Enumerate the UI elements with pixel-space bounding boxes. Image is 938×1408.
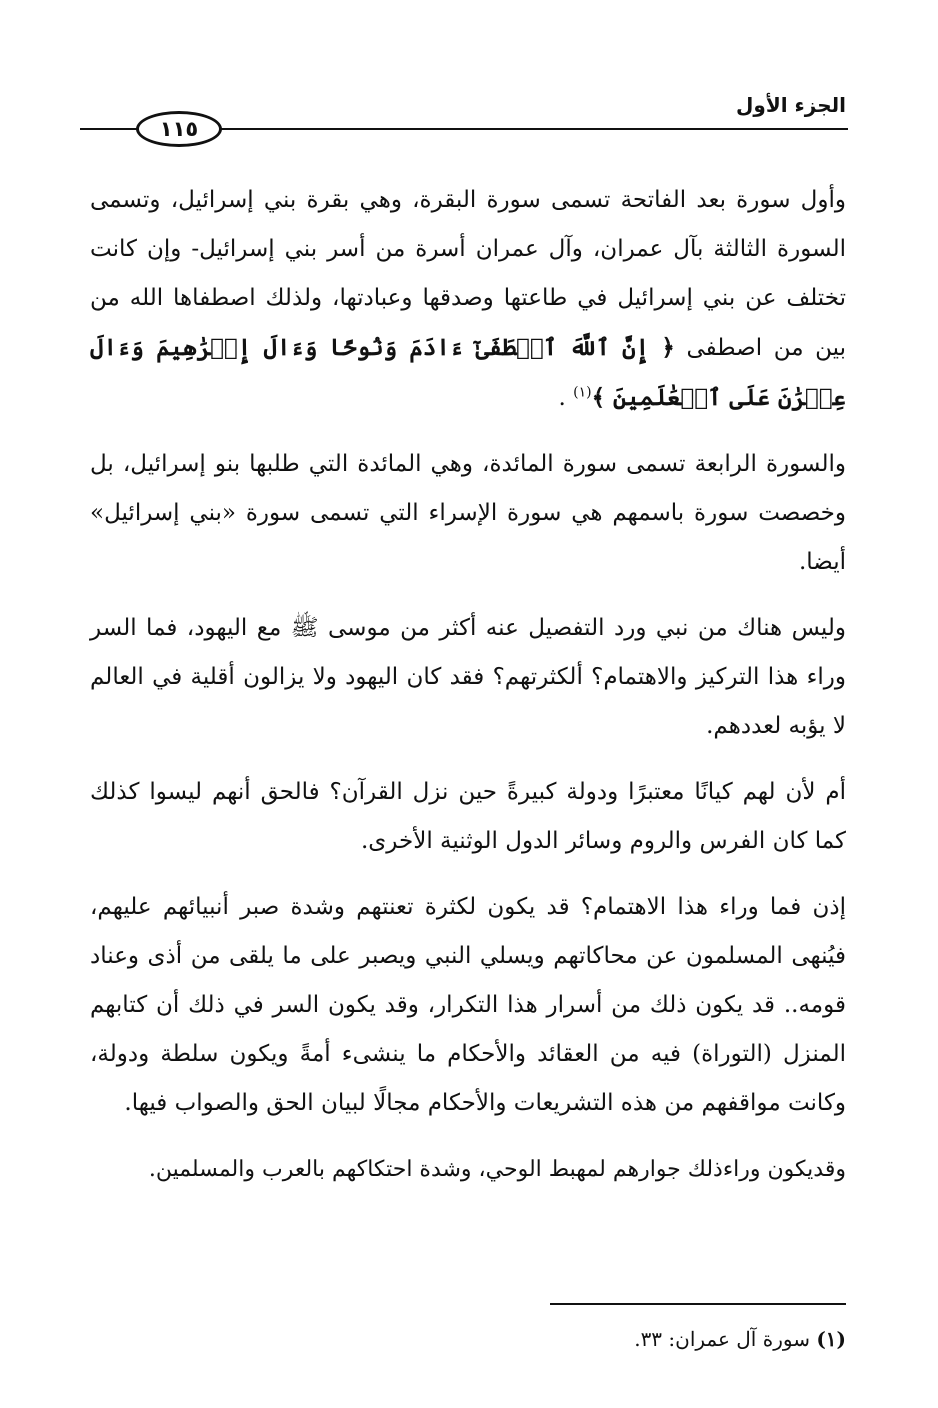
running-title: الجزء الأول [736, 93, 846, 117]
quran-verse: ﴿ إِنَّ ٱللَّهَ ٱصۡطَفَىٰٓ ءَادَمَ وَنُوحًا وَءَالَ إِبۡرَٰهِيمَ وَءَالَ عِمۡرَٰنَ عَلَى ٱلۡعَٰلَمِينَ ﴾ [90, 334, 846, 411]
paragraph [90, 176, 846, 423]
body-text [90, 176, 846, 1211]
paragraph-text: وأول سورة بعد الفاتحة تسمى سورة البقرة، وهي بقرة بني إسرائيل، وتسمى السورة الثالثة بآل عمران، وآل عمران أسرة من أسر بني إسرائيل- وإن كانت تختلف عن بني إسرائيل في طاعتها وصدقها وعبادتها، ولذلك اصطفاها الله من بين من اصطفى [90, 187, 846, 361]
footnote-text: سورة آل عمران: ٣٣. [634, 1327, 810, 1351]
footnote-rule [550, 1303, 846, 1305]
paragraph: وليس هناك من نبي ورد التفصيل عنه أكثر من موسى ﷺ مع اليهود، فما السر وراء هذا التركيز والاهتمام؟ ألكثرتهم؟ فقد كان اليهود ولا يزالون أقلية في العالم لا يؤبه لعددهم. [90, 615, 846, 739]
footnote-ref: (١) [816, 1327, 846, 1351]
paragraph: وقديكون وراءذلك جوارهم لمهبط الوحي، وشدة احتكاكهم بالعرب والمسلمين. [148, 1157, 846, 1182]
page-number: ١١٥ [136, 111, 222, 147]
paragraph: أم لأن لهم كيانًا معتبرًا ودولة كبيرةً حين نزل القرآن؟ فالحق أنهم ليسوا كذلك كما كان الفرس والروم وسائر الدول الوثنية الأخرى. [90, 779, 846, 854]
paragraph: إذن فما وراء هذا الاهتمام؟ قد يكون لكثرة تعنتهم وشدة صبر أنبيائهم عليهم، فيُنهى المسلمون عن محاكاتهم ويسلي النبي ويصبر على ما يلقى من أذى وعناد قومه.. قد يكون ذلك من أسرار هذا التكرار، وقد يكون السر في ذلك أن كتابهم المنزل (التوراة) فيه من العقائد والأحكام ما ينشىء أمةً ويكون سلطة ودولة، وكانت مواقفهم من هذه التشريعات والأحكام مجالًا لبيان الحق والصواب فيها. [90, 894, 846, 1116]
footnote [90, 1325, 846, 1353]
footnote-marker: (١) [573, 384, 592, 401]
paragraph-end: . [558, 385, 574, 411]
paragraph: والسورة الرابعة تسمى سورة المائدة، وهي المائدة التي طلبها بنو إسرائيل، بل وخصصت سورة باسمهم هي سورة الإسراء التي تسمى سورة «بني إسرائيل» أيضا. [90, 451, 846, 575]
